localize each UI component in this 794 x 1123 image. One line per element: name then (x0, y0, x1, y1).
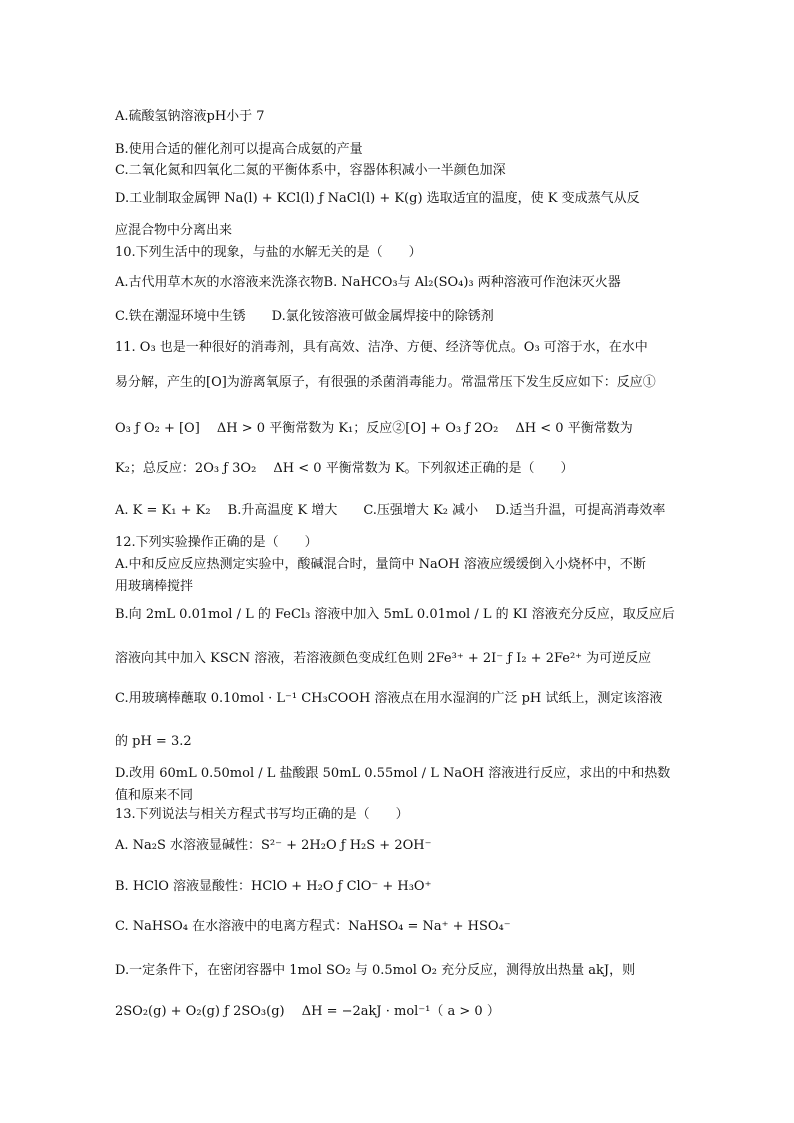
text-line: B. HClO 溶液显酸性：HClO + H₂O ƒ ClO⁻ + H₃O⁺ (115, 879, 432, 894)
text-line: 用玻璃棒搅拌 (115, 579, 194, 594)
text-line: D.工业制取金属钾 Na(l) + KCl(l) ƒ NaCl(l) + K(g) 选取适宜的温度，使 K 变成蒸气从反 (115, 191, 640, 206)
text-line: 13.下列说法与相关方程式书写均正确的是（ ） (115, 807, 409, 822)
text-line: 溶液向其中加入 KSCN 溶液，若溶液颜色变成红色则 2Fe³⁺ + 2I⁻ ƒ I₂ + 2Fe²⁺ 为可逆反应 (115, 651, 652, 666)
text-line: 的 pH = 3.2 (115, 734, 192, 749)
text-line: A.硫酸氢钠溶液pH小于 7 (115, 109, 265, 124)
text-line: A.古代用草木灰的水溶液来洗涤衣物B. NaHCO₃与 Al₂(SO₄)₃ 两种溶液可作泡沫灭火器 (115, 275, 621, 290)
text-line: D.改用 60mL 0.50mol / L 盐酸跟 50mL 0.55mol / L NaOH 溶液进行反应，求出的中和热数 (115, 766, 671, 781)
text-line: C. NaHSO₄ 在水溶液中的电离方程式：NaHSO₄ = Na⁺ + HSO₄⁻ (115, 919, 511, 934)
text-line: C.二氧化氮和四氧化二氮的平衡体系中，容器体积减小一半颜色加深 (115, 163, 506, 178)
text-line: 11. O₃ 也是一种很好的消毒剂，具有高效、洁净、方便、经济等优点。O₃ 可溶于水，在水中 (115, 340, 648, 355)
text-line: D.一定条件下，在密闭容器中 1mol SO₂ 与 0.5mol O₂ 充分反应，测得放出热量 akJ，则 (115, 963, 636, 978)
text-line: A. Na₂S 水溶液显碱性：S²⁻ + 2H₂O ƒ H₂S + 2OH⁻ (115, 838, 432, 853)
text-line: K₂；总反应：2O₃ ƒ 3O₂ ΔH < 0 平衡常数为 K。下列叙述正确的是（ ） (115, 461, 574, 476)
text-line: B.向 2mL 0.01mol / L 的 FeCl₃ 溶液中加入 5mL 0.01mol / L 的 KI 溶液充分反应，取反应后 (115, 607, 675, 622)
text-line: 12.下列实验操作正确的是（ ） (115, 535, 318, 550)
text-line: 应混合物中分离出来 (115, 223, 233, 238)
text-line: 值和原来不同 (115, 788, 194, 803)
text-line: C.用玻璃棒蘸取 0.10mol · L⁻¹ CH₃COOH 溶液点在用水湿润的广泛 pH 试纸上，测定该溶液 (115, 691, 663, 706)
text-line: A.中和反应反应热测定实验中，酸碱混合时，量筒中 NaOH 溶液应缓缓倒入小烧杯中，不断 (115, 557, 646, 572)
text-line: 2SO₂(g) + O₂(g) ƒ 2SO₃(g) ΔH = −2akJ · mol⁻¹（ a > 0 ） (115, 1004, 500, 1019)
text-line: 易分解，产生的[O]为游离氧原子，有很强的杀菌消毒能力。常温常压下发生反应如下：反应① (115, 375, 656, 390)
text-line: B.使用合适的催化剂可以提高合成氨的产量 (115, 142, 363, 157)
text-line: A. K = K₁ + K₂ B.升高温度 K 增大 C.压强增大 K₂ 减小 D.适当升温，可提高消毒效率 (115, 503, 666, 518)
text-line: C.铁在潮湿环境中生锈 D.氯化铵溶液可做金属焊接中的除锈剂 (115, 309, 494, 324)
text-line: 10.下列生活中的现象，与盐的水解无关的是（ ） (115, 245, 422, 260)
text-line: O₃ ƒ O₂ + [O] ΔH > 0 平衡常数为 K₁；反应②[O] + O₃ ƒ 2O₂ ΔH < 0 平衡常数为 (115, 421, 633, 436)
